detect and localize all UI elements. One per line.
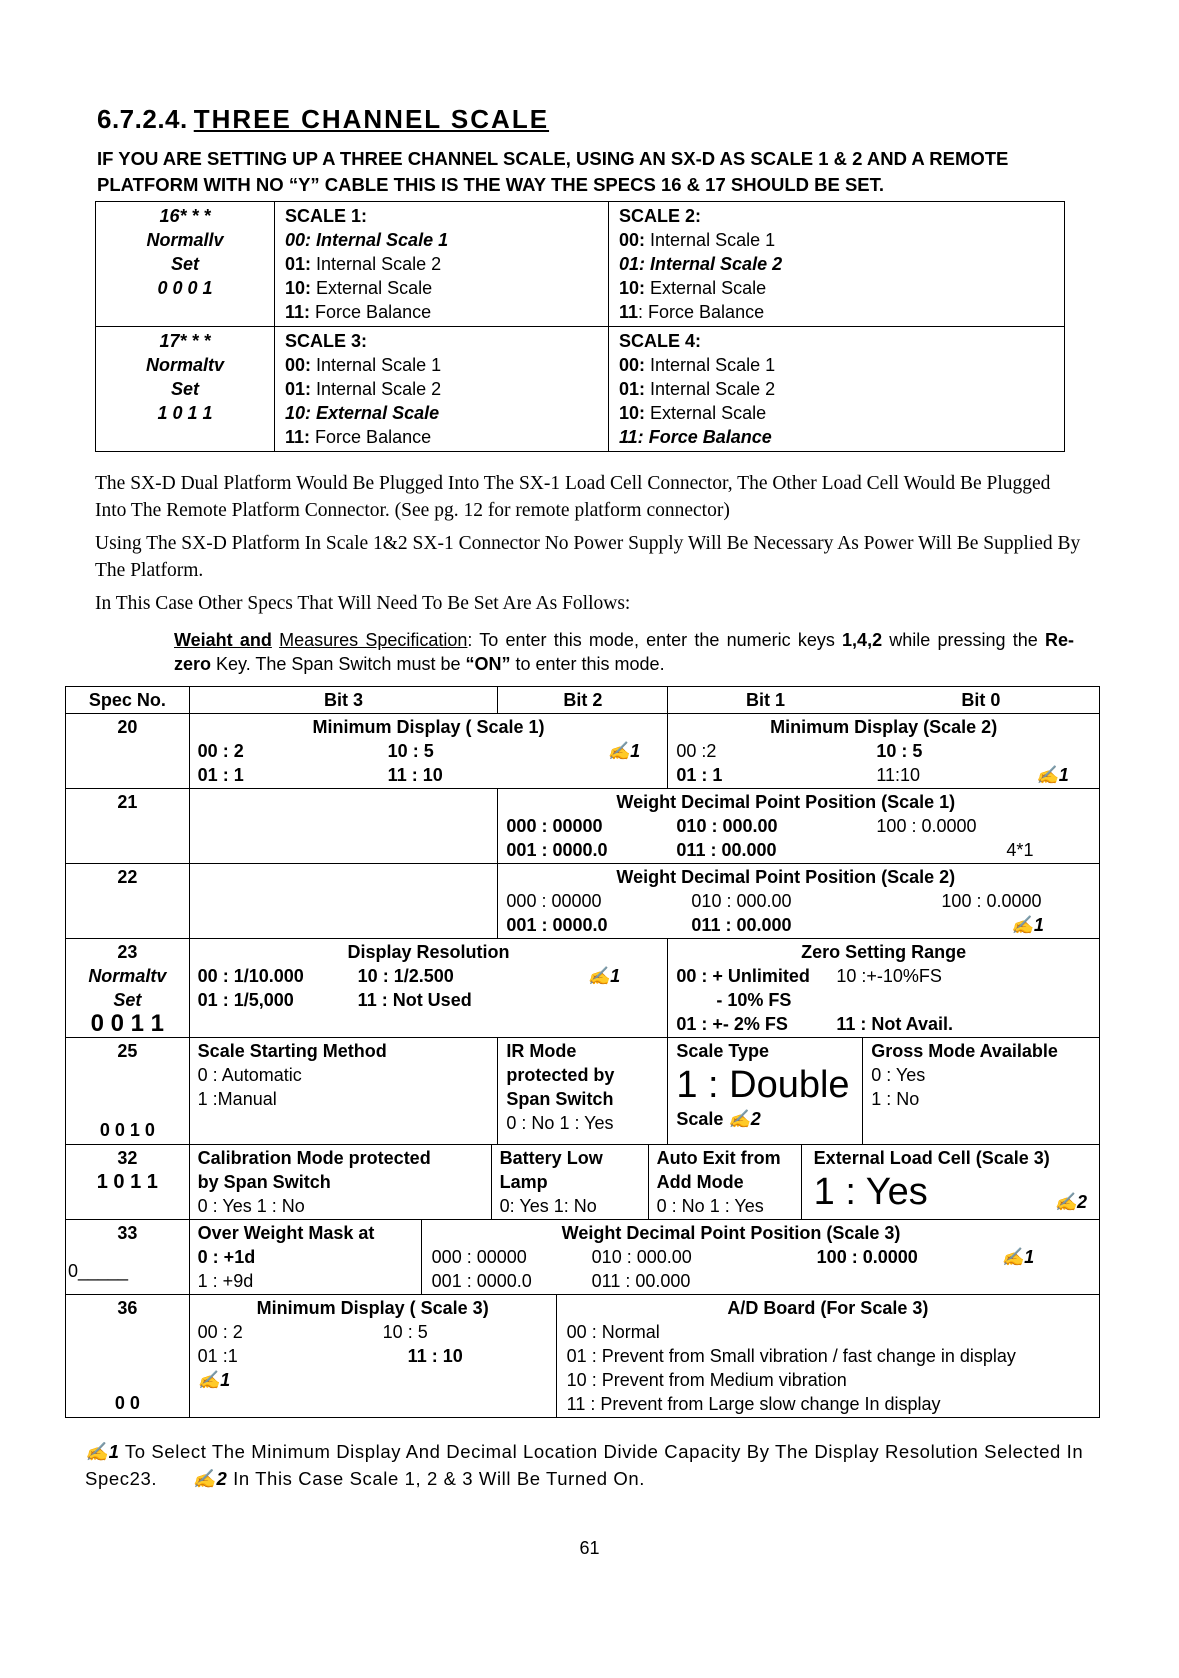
scale4-cell: SCALE 4: 00: Internal Scale 1 01: Internal Scale 2 10: External Scale 11: Force Balance <box>609 327 1065 452</box>
spec-33-row: 33 0_____ Over Weight Mask at 0 : +1d 1 : +9d Weight Decimal Point Position (Scale 3) 000 : 00000 010 : 000.00 100 : 0.0000 ✍1 001 : 0000.0 011 : 00.000 <box>66 1220 1100 1295</box>
section-number: 6.7.2.4. <box>97 104 188 134</box>
spec-16-17-table <box>95 201 1065 452</box>
spec-23-row: 23 Normaltv Set 0 0 1 1 Display Resolution 00 : 1/10.000 10 : 1/2.500 ✍1 01 : 1/5,000 11 : Not Used Zero Setting Range 00 : + Unlimited 10 :+-10%FS - 10% FS 01 : +- 2% FS 11 : Not Avail. <box>66 939 1100 1038</box>
section-heading <box>97 104 549 135</box>
page-number: 61 <box>579 1538 600 1558</box>
spec-21-row: 21 Weight Decimal Point Position (Scale 1) 000 : 00000 010 : 000.00 100 : 0.0000 001 : 0000.0 011 : 00.000 4*1 <box>66 789 1100 864</box>
paragraph-connectors: The SX-D Dual Platform Would Be Plugged Into The SX-1 Load Cell Connector, The Other Load Cell Would Be Plugged Into The Remote Platform Connector. (See pg. 12 for remote platform connector) <box>95 473 1051 521</box>
intro-text: IF YOU ARE SETTING UP A THREE CHANNEL SCALE, USING AN SX-D AS SCALE 1 & 2 AND A REMOTE PLATFORM WITH NO “Y” CABLE THIS IS THE WAY THE SPECS 16 & 17 SHOULD BE SET. <box>97 148 1009 195</box>
section-title: THREE CHANNEL SCALE <box>193 104 550 134</box>
bits-header-row: Spec No. Bit 3 Bit 2 Bit 1 Bit 0 <box>66 687 1100 714</box>
scale1-cell: SCALE 1: 00: Internal Scale 1 01: Internal Scale 2 10: External Scale 11: Force Balance <box>275 202 609 327</box>
bits-table <box>65 686 1100 1418</box>
spec-32-row: 32 1 0 1 1 Calibration Mode protected by Span Switch 0 : Yes 1 : No Battery Low Lamp 0: Yes 1: No Auto Exit from Add Mode 0 : No 1 : Yes External Load Cell (Scale 3) 1 : Yes ✍2 <box>66 1145 1100 1220</box>
footnote: ✍1 To Select The Minimum Display And Decimal Location Divide Capacity By The Display Resolution Selected In Spec23. ✍2 In This Case Scale 1, 2 & 3 Will Be Turned On. <box>85 1441 1084 1489</box>
spec-25-row: 25 0 0 1 0 Scale Starting Method 0 : Automatic 1 :Manual IR Mode protected by Span Switch 0 : No 1 : Yes Scale Type 1 : Double Scale ✍2 Gross Mode Available 0 : Yes 1 : No <box>66 1038 1100 1145</box>
spec-36-row: 36 0 0 Minimum Display ( Scale 3) 00 : 2 10 : 5 01 :1 11 : 10 ✍1 A/D Board (For Scale 3) 00 : Normal 01 : Prevent from Small vibration / fast change in display 10 : Prevent from Medium vibration 11 : Prevent from Large slow change In display <box>66 1295 1100 1418</box>
spec16-label: 16* * * Normallv Set 0 0 0 1 <box>96 202 275 327</box>
spec-22-row: 22 Weight Decimal Point Position (Scale 2) 000 : 00000 010 : 000.00 100 : 0.0000 001 : 0000.0 011 : 00.000 ✍1 <box>66 864 1100 939</box>
paragraph-power: Using The SX-D Platform In Scale 1&2 SX-1 Connector No Power Supply Will Be Necessary As Power Will Be Supplied By The Platform. <box>95 533 1081 581</box>
weight-measures-instructions: Weiaht and Measures Specification: To enter this mode, enter the numeric keys 1,4,2 while pressing the Re-zero Key. The Span Switch must be “ON” to enter this mode. <box>174 630 1074 674</box>
scale3-cell: SCALE 3: 00: Internal Scale 1 01: Internal Scale 2 10: External Scale 11: Force Balance <box>275 327 609 452</box>
spec-20-row: 20 Minimum Display ( Scale 1) 00 : 2 10 : 5 ✍1 01 : 1 11 : 10 Minimum Display (Scale 2) 00 :2 10 : 5 01 : 1 11:10 ✍1 <box>66 714 1100 789</box>
paragraph-specs-follow: In This Case Other Specs That Will Need To Be Set Are As Follows: <box>95 593 631 614</box>
spec17-label: 17* * * Normaltv Set 1 0 1 1 <box>96 327 275 452</box>
scale2-cell: SCALE 2: 00: Internal Scale 1 01: Internal Scale 2 10: External Scale 11: Force Balance <box>609 202 1065 327</box>
